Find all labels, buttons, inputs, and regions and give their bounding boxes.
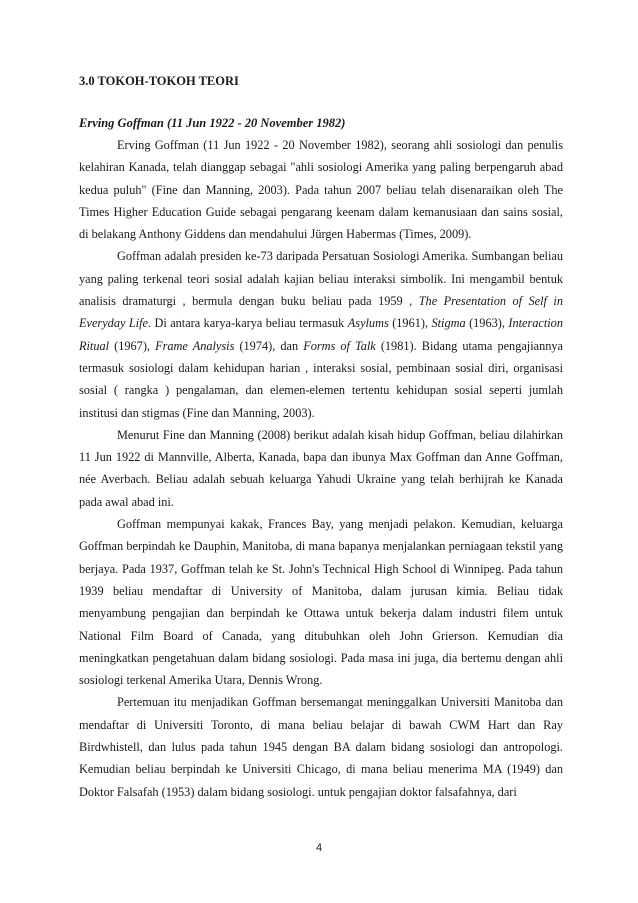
italic-title-text: Frame Analysis xyxy=(155,338,235,353)
italic-title-text: Stigma xyxy=(431,316,466,331)
person-heading: Erving Goffman (11 Jun 1922 - 20 November 1982) xyxy=(79,116,346,130)
paragraph-text: (1963), xyxy=(465,316,509,331)
body-paragraph xyxy=(79,424,563,513)
paragraph-text: (1961), xyxy=(388,316,432,331)
paragraph-text: Goffman adalah presiden ke-73 daripada Persatuan Sosiologi Amerika. Sumbangan beliau yang paling terkenal teori sosial adalah kajian beliau interaksi simbolik. Ini mengambil bentuk analisis dramaturgi , bermula dengan buku beliau pada 1959 , xyxy=(79,249,563,309)
page-content xyxy=(79,70,563,803)
body-paragraph xyxy=(79,513,563,691)
body-paragraph xyxy=(79,245,563,423)
paragraph-text: (1967), xyxy=(109,338,156,353)
page-number: 4 xyxy=(315,842,323,854)
paragraph-text: Goffman mempunyai kakak, Frances Bay, yang menjadi pelakon. Kemudian, keluarga Goffman berpindah ke Dauphin, Manitoba, di mana bapanya menjalankan perniagaan tekstil yang berjaya. Pada 1937, Goffman telah ke St. John's Technical High School di Winnipeg. Pada tahun 1939 beliau mendaftar di University of Manitoba, dalam jurusan kimia. Beliau tidak menyambung pengajian dan berpindah ke Ottawa untuk bekerja dalam industri filem untuk National Film Board of Canada, yang ditubuhkan oleh John Grierson. Kemudian dia meningkatkan pengetahuan dalam bidang sosiologi. Pada masa ini juga, dia bertemu dengan ahli sosiologi terkenal Amerika Utara, Dennis Wrong. xyxy=(79,517,563,688)
paragraph-text: Erving Goffman (11 Jun 1922 - 20 November 1982), seorang ahli sosiologi dan penulis kelahiran Kanada, telah dianggap sebagai "ahli sosiologi Amerika yang paling berpengaruh abad kedua puluh" (Fine dan Manning, 2003). Pada tahun 2007 beliau telah disenaraikan oleh The Times Higher Education Guide sebagai pengarang keenam dalam kemanusiaan dan sains sosial, di belakang Anthony Giddens dan mendahului Jürgen Habermas (Times, 2009). xyxy=(79,138,563,242)
body-paragraph xyxy=(79,134,563,245)
italic-title-text: Interaction Ritual xyxy=(79,316,563,353)
body-paragraph xyxy=(79,691,563,802)
italic-title-text: Asylums xyxy=(347,316,389,331)
paragraph-text: (1981). Bidang utama pengajiannya termasuk sosiologi dalam kehidupan harian , interaksi sosial, pembinaan sosial diri, organisasi sosial ( rangka ) pengalaman, dan elemen-elemen tertentu kehidupan sosial seperti jumlah institusi dan stigmas (Fine dan Manning, 2003). xyxy=(79,338,564,420)
paragraph-text: (1974), dan xyxy=(234,338,304,353)
paragraph-text: . Di antara karya-karya beliau termasuk xyxy=(147,316,348,331)
italic-title-text: Forms of Talk xyxy=(303,338,376,353)
italic-title-text: The Presentation of Self in Everyday Life xyxy=(79,294,563,331)
body-paragraphs xyxy=(79,134,563,803)
paragraph-text: Pertemuan itu menjadikan Goffman bersemangat meninggalkan Universiti Manitoba dan mendaftar di Universiti Toronto, di mana beliau belajar di bawah CWM Hart dan Ray Birdwhistell, dan lulus pada tahun 1945 dengan BA dalam bidang sosiologi dan antropologi. Kemudian beliau berpindah ke Universiti Chicago, di mana beliau menerima MA (1949) dan Doktor Falsafah (1953) dalam bidang sosiologi. untuk pengajian doktor falsafahnya, dari xyxy=(79,695,563,799)
paragraph-text: Menurut Fine dan Manning (2008) berikut adalah kisah hidup Goffman, beliau dilahirkan 11 Jun 1922 di Mannville, Alberta, Kanada, bapa dan ibunya Max Goffman dan Anne Goffman, née Averbach. Beliau adalah sebuah keluarga Yahudi Ukraine yang telah berhijrah ke Kanada pada awal abad ini. xyxy=(79,427,563,509)
section-title: 3.0 TOKOH-TOKOH TEORI xyxy=(79,74,239,88)
